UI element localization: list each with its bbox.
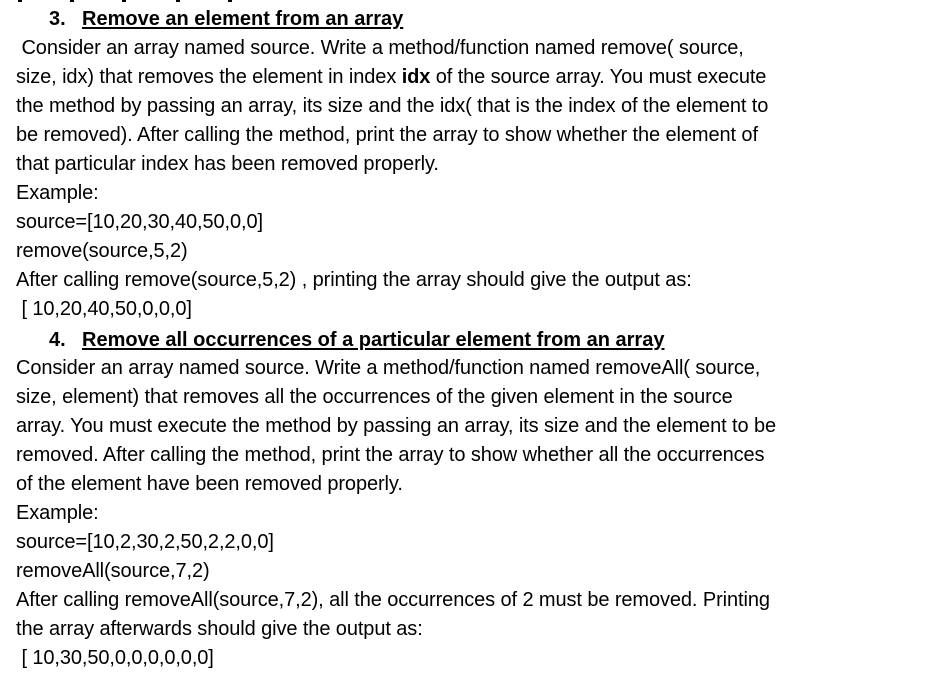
section-4-after-line-2: the array afterwards should give the output as: [16,618,423,640]
section-3-call-line: remove(source,5,2) [16,240,188,262]
section-3-para-line-5: that particular index has been removed properly. [16,153,439,175]
section-4-output-line: [ 10,30,50,0,0,0,0,0,0] [16,647,214,669]
section-3-source-line: source=[10,20,30,40,50,0,0] [16,211,263,233]
section-4-source-line: source=[10,2,30,2,50,2,2,0,0] [16,531,274,553]
section-4-number: 4. [49,329,66,351]
cropped-previous-line [0,0,925,3]
section-4-para-line-4: removed. After calling the method, print the array to show whether all the occurrences [16,444,765,466]
section-3-para-line-4: be removed). After calling the method, print the array to show whether the element of [16,124,758,146]
section-4-para-line-5: of the element have been removed properly. [16,473,403,495]
section-4-para-line-1: Consider an array named source. Write a method/function named removeAll( source, [16,357,761,379]
section-3-heading [49,7,403,31]
section-4-title: Remove all occurrences of a particular element from an array [82,329,665,351]
section-3-para-line-2: size, idx) that removes the element in index idx of the source array. You must execute [16,66,767,88]
section-4-para-line-2: size, element) that removes all the occurrences of the given element in the source [16,386,733,408]
section-3-number: 3. [49,8,66,30]
section-3-example-label: Example: [16,182,99,204]
section-3-after-line: After calling remove(source,5,2) , printing the array should give the output as: [16,269,692,291]
section-3-para-line-1: Consider an array named source. Write a method/function named remove( source, [16,37,744,59]
section-4-heading [49,328,664,352]
section-3-para-line-3: the method by passing an array, its size and the idx( that is the index of the element to [16,95,769,117]
section-4-para-line-3: array. You must execute the method by passing an array, its size and the element to be [16,415,776,437]
section-3-output-line: [ 10,20,40,50,0,0,0] [16,298,192,320]
section-4-after-line-1: After calling removeAll(source,7,2), all the occurrences of 2 must be removed. Printing [16,589,770,611]
section-3-title: Remove an element from an array [82,8,404,30]
section-4-call-line: removeAll(source,7,2) [16,560,210,582]
section-4-example-label: Example: [16,502,99,524]
idx-bold: idx [401,66,431,88]
